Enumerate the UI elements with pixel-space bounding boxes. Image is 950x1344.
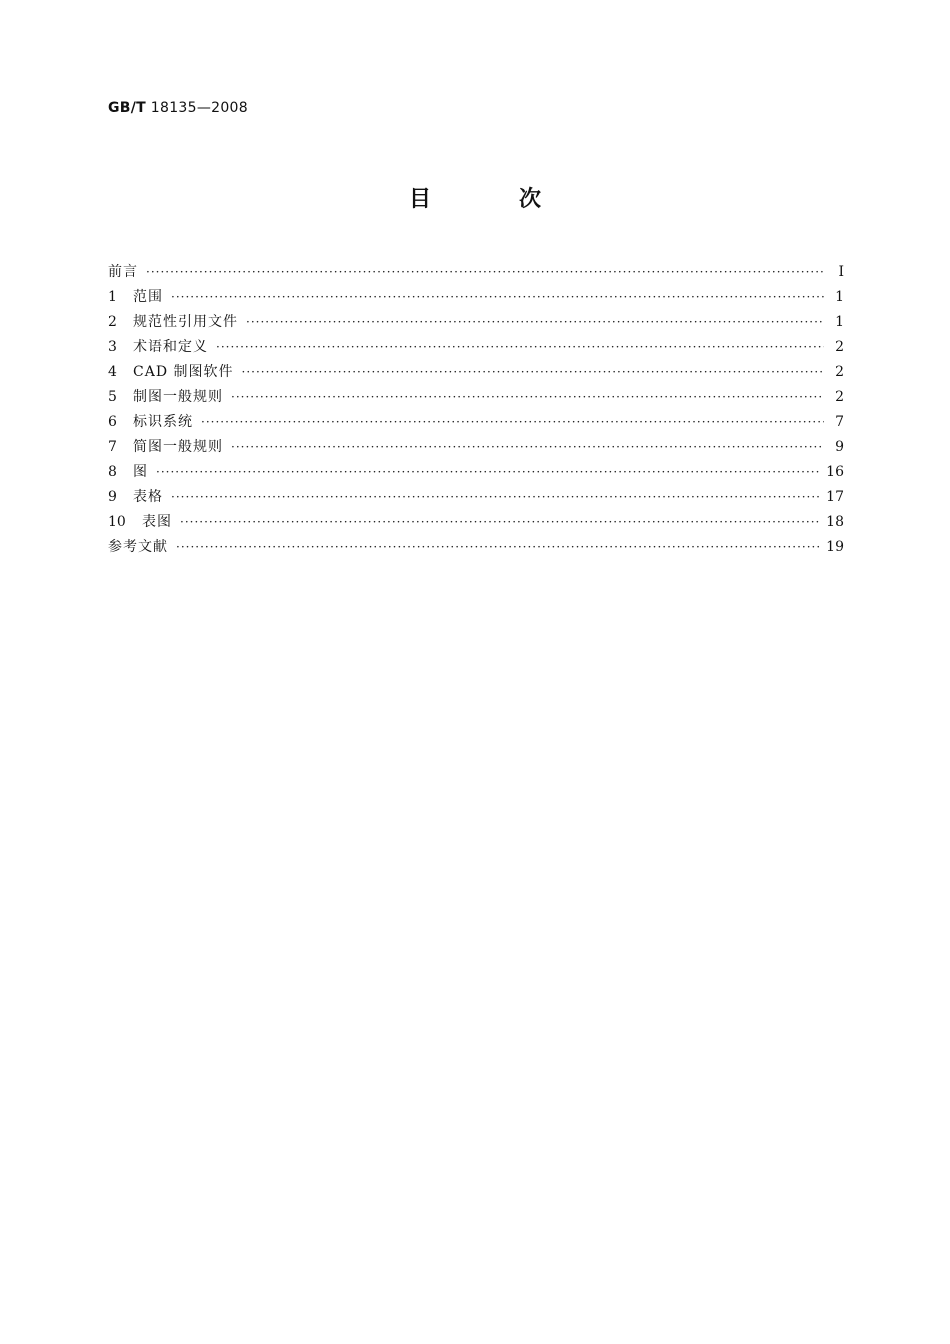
toc-entry-label: 表格 <box>133 489 163 505</box>
toc-entry-number: 7 <box>108 439 117 455</box>
toc-entry-label: 图 <box>133 464 148 480</box>
page-title <box>0 182 950 213</box>
toc-entry-label: 规范性引用文件 <box>133 314 238 330</box>
toc-leader <box>156 460 820 485</box>
toc-entry-label: CAD 制图软件 <box>133 364 234 380</box>
toc-entry-page: 2 <box>835 389 844 405</box>
toc-entry-number: 2 <box>108 314 117 330</box>
toc-entry-page: 2 <box>835 364 844 380</box>
toc-entry-label: 术语和定义 <box>133 339 208 355</box>
toc-leader <box>171 285 824 310</box>
title-char-right: 次 <box>519 187 542 212</box>
toc-leader <box>242 360 825 385</box>
standard-number: 18135—2008 <box>150 100 248 116</box>
toc-entry-label: 参考文献 <box>108 539 168 555</box>
toc-leader <box>180 510 820 535</box>
toc-entry[interactable] <box>108 460 844 485</box>
toc-entry[interactable] <box>108 385 844 410</box>
toc-entry-page: 18 <box>826 514 844 530</box>
toc-leader <box>216 335 824 360</box>
toc-leader <box>171 485 820 510</box>
toc-entry[interactable] <box>108 435 844 460</box>
toc-entry-number: 10 <box>108 514 126 530</box>
toc-entry-number: 5 <box>108 389 117 405</box>
toc-entry-page: 1 <box>835 314 844 330</box>
toc-entry-label: 前言 <box>108 264 138 280</box>
toc-entry-number: 8 <box>108 464 117 480</box>
toc-entry-page: 1 <box>835 289 844 305</box>
toc-entry-number: 4 <box>108 364 117 380</box>
toc-entry[interactable] <box>108 360 844 385</box>
standard-prefix: GB/T <box>108 100 147 116</box>
toc-entry-page: 17 <box>826 489 844 505</box>
toc-entry[interactable] <box>108 310 844 335</box>
toc-entry-page: 19 <box>826 539 844 555</box>
toc-entry-number: 1 <box>108 289 117 305</box>
toc-entry-page: Ⅰ <box>838 264 844 280</box>
title-char-left: 目 <box>408 187 431 212</box>
toc-entry-number: 9 <box>108 489 117 505</box>
toc-entry-number: 3 <box>108 339 117 355</box>
toc-entry-page: 16 <box>826 464 844 480</box>
toc-entry-label: 制图一般规则 <box>133 389 223 405</box>
toc-entry[interactable] <box>108 485 844 510</box>
toc-leader <box>246 310 824 335</box>
toc-leader <box>146 260 824 285</box>
standard-code <box>108 100 248 116</box>
toc-entry-label: 范围 <box>133 289 163 305</box>
toc-entry[interactable] <box>108 285 844 310</box>
toc-entry-number: 6 <box>108 414 117 430</box>
toc-leader <box>176 535 820 560</box>
toc-entry-page: 9 <box>835 439 844 455</box>
toc-entry-page: 7 <box>835 414 844 430</box>
toc-entry-label: 简图一般规则 <box>133 439 223 455</box>
table-of-contents <box>108 260 844 560</box>
toc-entry[interactable] <box>108 535 844 560</box>
toc-leader <box>201 410 824 435</box>
toc-entry[interactable] <box>108 510 844 535</box>
toc-entry[interactable] <box>108 260 844 285</box>
toc-entry-page: 2 <box>835 339 844 355</box>
toc-entry-label: 标识系统 <box>133 414 193 430</box>
toc-entry[interactable] <box>108 335 844 360</box>
toc-entry-label: 表图 <box>142 514 172 530</box>
toc-leader <box>231 435 824 460</box>
toc-leader <box>231 385 824 410</box>
toc-entry[interactable] <box>108 410 844 435</box>
